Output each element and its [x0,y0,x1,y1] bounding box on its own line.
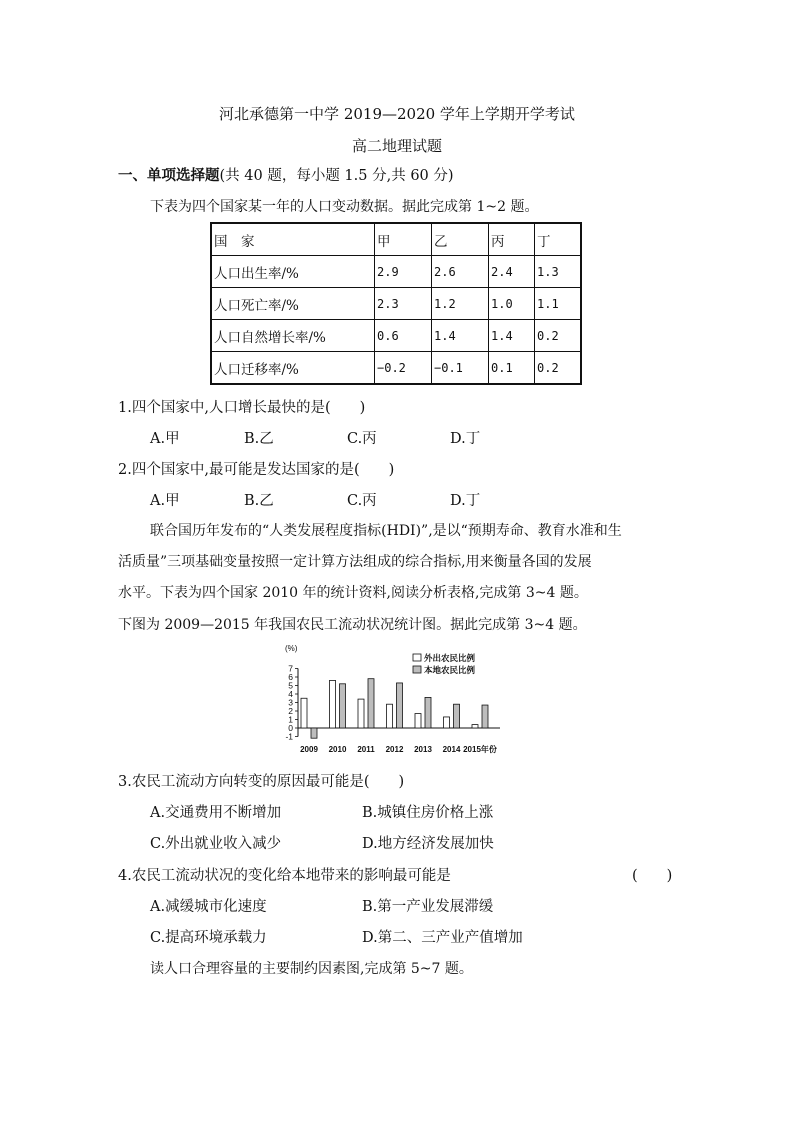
question-2-stem: 2.四个国家中,最可能是发达国家的是( ) [118,462,395,478]
table-cell: 1.1 [535,288,582,320]
q2-option-b[interactable]: B.乙 [244,493,274,509]
legend-swatch [413,666,421,673]
section-note: (共 40 题，每小题 1.5 分,共 60 分) [219,168,454,184]
intro-q5-7: 读人口合理容量的主要制约因素图,完成第 5~7 题。 [150,961,473,977]
table-cell: 1.2 [432,288,489,320]
q3-option-c[interactable]: C.外出就业收入减少 [150,836,282,852]
q1-option-c[interactable]: C.丙 [347,431,377,447]
question-1-stem: 1.四个国家中,人口增长最快的是( ) [118,400,366,416]
question-3-stem: 3.农民工流动方向转变的原因最可能是( ) [118,774,405,790]
bar [311,728,317,738]
legend-label: 本地农民比例 [424,665,476,675]
q1-option-b[interactable]: B.乙 [244,431,274,447]
x-tick-label: 2010 [328,745,347,754]
y-tick-label: 6 [288,672,293,682]
table-header-cell: 丙 [489,223,535,256]
bar [444,717,450,728]
table-cell: 2.4 [489,256,535,288]
table-cell: 0.2 [535,320,582,352]
question-4-stem: 4.农民工流动状况的变化给本地带来的影响最可能是 [118,868,451,884]
x-tick-label: 2009 [300,745,318,754]
bar [340,684,346,728]
y-tick-label: 1 [288,714,293,725]
table-cell: 2.3 [375,288,432,320]
q4-option-c[interactable]: C.提高环境承载力 [150,930,267,946]
q2-option-a[interactable]: A.甲 [150,493,180,509]
bar [472,725,478,728]
table-row [211,256,581,288]
q4-option-b[interactable]: B.第一产业发展滞缓 [362,899,494,915]
bar [397,683,403,728]
q4-option-a[interactable]: A.减缓城市化速度 [150,899,267,915]
table-cell: 人口出生率/% [211,256,375,288]
table-row [211,288,581,320]
table-cell: −0.2 [375,352,432,385]
q3-option-b[interactable]: B.城镇住房价格上涨 [362,805,494,821]
hdi-paragraph-line2: 活质量”三项基础变量按照一定计算方法组成的综合指标,用来衡量各国的发展 [118,554,592,570]
table-cell: −0.1 [432,352,489,385]
hdi-paragraph-line3: 水平。下表为四个国家 2010 年的统计资料,阅读分析表格,完成第 3~4 题。 [118,585,588,601]
bar [368,679,374,728]
table-header-cell: 甲 [375,223,432,256]
table-cell: 2.9 [375,256,432,288]
x-tick-label: 2011 [357,745,375,754]
y-tick-label: 7 [288,663,293,674]
y-tick-label: 3 [288,697,293,708]
intro-chart: 下图为 2009—2015 年我国农民工流动状况统计图。据此完成第 3~4 题。 [118,617,587,633]
intro-q1-2: 下表为四个国家某一年的人口变动数据。据此完成第 1~2 题。 [150,199,539,215]
hdi-paragraph-line1: 联合国历年发布的“人类发展程度指标(HDI)”,是以“预期寿命、教育水准和生 [150,523,622,539]
table-cell: 1.4 [489,320,535,352]
y-tick-label: 5 [288,680,293,691]
q1-option-d[interactable]: D.丁 [450,431,481,447]
bar [425,697,431,728]
y-axis-label: (%) [285,644,298,653]
legend-swatch [413,654,421,661]
migrant-worker-chart [278,642,528,757]
exam-subtitle: 高二地理试题 [351,137,442,155]
q4-answer-paren: ( ) [632,868,673,884]
table-header-cell: 国 家 [211,223,375,256]
table-cell: 0.6 [375,320,432,352]
table-row [211,320,581,352]
table-cell: 1.4 [432,320,489,352]
x-tick-label: 2013 [414,745,432,754]
q2-option-d[interactable]: D.丁 [450,493,481,509]
bar [454,704,460,728]
population-table [210,222,582,385]
bar [330,680,336,728]
bar [482,705,488,728]
table-cell: 人口迁移率/% [211,352,375,385]
table-header-cell: 乙 [432,223,489,256]
bar [415,714,421,728]
q3-option-d[interactable]: D.地方经济发展加快 [362,836,494,852]
y-tick-label: 4 [288,689,293,699]
bar [358,699,364,728]
table-cell: 2.6 [432,256,489,288]
y-tick-label: 0 [288,723,293,733]
table-cell: 0.1 [489,352,535,385]
x-tick-label: 2012 [385,745,404,754]
q4-option-d[interactable]: D.第二、三产业产值增加 [362,930,523,946]
q2-option-c[interactable]: C.丙 [347,493,377,509]
y-tick-label: -1 [285,731,293,742]
exam-title: 河北承德第一中学 2019—2020 学年上学期开学考试 [219,105,575,123]
table-cell: 0.2 [535,352,582,385]
table-cell: 人口死亡率/% [211,288,375,320]
table-header-row [211,223,581,256]
table-row [211,352,581,385]
x-tick-label: 2015年份 [463,745,497,754]
x-tick-label: 2014 [442,745,461,754]
table-cell: 人口自然增长率/% [211,320,375,352]
q1-option-a[interactable]: A.甲 [150,431,180,447]
legend-label: 外出农民比例 [424,653,476,663]
section-heading [118,164,454,185]
bar [387,704,393,728]
q3-option-a[interactable]: A.交通费用不断增加 [150,805,282,821]
bar [301,698,307,728]
table-cell: 1.3 [535,256,582,288]
table-cell: 1.0 [489,288,535,320]
section-label: 一、单项选择题 [118,167,220,184]
y-tick-label: 2 [288,706,293,716]
table-header-cell: 丁 [535,223,582,256]
